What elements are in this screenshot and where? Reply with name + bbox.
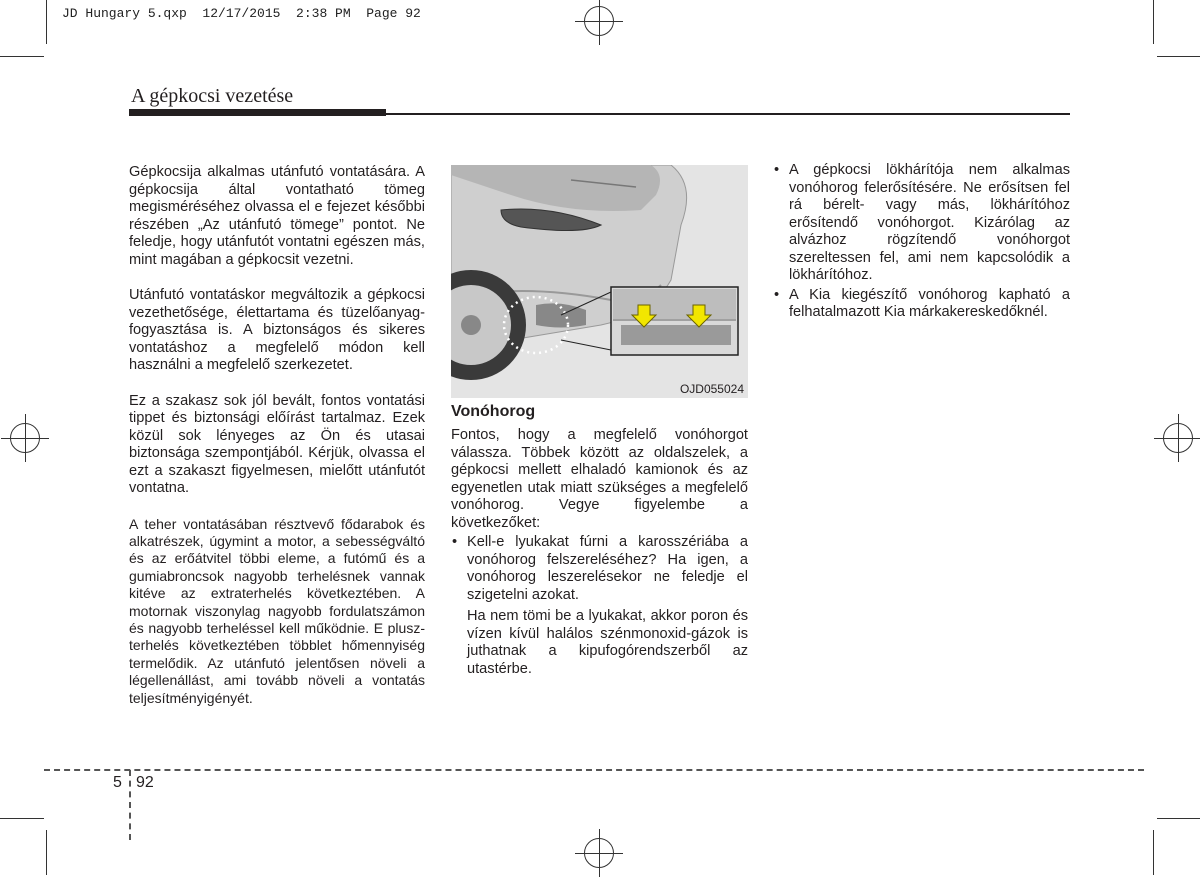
list-item — [773, 162, 1070, 285]
paragraph: Gépkocsija alkalmas utánfutó vontatására. A gépkocsija által vontatható tömeg megisméréséhez olvassa el e fejezet későbbi részében „Az utánfutó tömege” pontot. Ne feledje, hogy utánfutót vontatni egészen más, mint magában a gépkocsit vezetni. — [129, 164, 425, 268]
list-item — [451, 534, 748, 678]
text-column-2 — [451, 402, 748, 680]
header-rule — [386, 113, 1070, 115]
car-rear-illustration — [451, 165, 748, 398]
paragraph: A teher vontatásában résztvevő fődarabok és alkatrészek, úgymint a motor, a sebességváltó és az erőátvitel többi eleme, a futómű és a gumiabroncsok nagyobb terhelésnek vannak kitéve az extraterhelés következtében. A motornak viszonylag nagyobb fordulatszámon és nagyobb terheléssel kell működnie. E pluszterhelés következtében többlet hőmennyiség termelődik. Az utánfutó jelentősen növeli a légellenállást, ami tovább növeli a vontatás teljesítményigényét. — [129, 515, 425, 706]
figure-code: OJD055024 — [679, 382, 744, 396]
text-column-1 — [129, 164, 425, 725]
crop-mark — [1153, 830, 1154, 875]
crop-mark — [1157, 56, 1200, 57]
crop-mark — [0, 56, 44, 57]
list-item-text: A Kia kiegészítő vonóhorog kapható a felhatalmazott Kia márkakereskedőknél. — [789, 286, 1070, 320]
footer-divider — [44, 769, 1144, 771]
text-column-3 — [773, 162, 1070, 324]
paragraph: Ez a szakasz sok jól bevált, fontos vontatási tippet és biztonsági előírást tartalmaz. Ezek közül sok lényeges az Ön és utasai biztonsága szempontjából. Kérjük, olvassa el ezt a szakaszt figyelmesen, mielőtt utánfutót vontatna. — [129, 392, 425, 496]
paragraph: Fontos, hogy a megfelelő vonóhorgot válassza. Többek között az oldalszelek, a gépkocsi mellett elhaladó kamionok és az egyenetlen utak miatt szükséges a megfelelő vonóhorog. Vegye figyelembe a következőket: — [451, 427, 748, 531]
crop-mark — [0, 818, 44, 819]
registration-mark — [1163, 423, 1193, 453]
crop-mark — [1153, 0, 1154, 44]
registration-mark — [584, 838, 614, 868]
list-item-text: A gépkocsi lökhárítója nem alkalmas vonóhorog felerősítésére. Ne erősítsen fel rá bérelt- vagy más, lökhárítóhoz erősítendő vonóhorgot. Kizárólag az alvázhoz rögzítendő vonóhorgot szereltessen fel, ami nem kapcsolódik a lökhárítóhoz. — [789, 162, 1070, 283]
list-item-text: Kell-e lyukakat fúrni a karosszériába a vonóhorog felszereléséhez? Ha igen, a vonóhorog leszerelésekor ne feledje el szigetelni azokat. — [467, 534, 748, 603]
list-item — [773, 287, 1070, 322]
section-header-title: A gépkocsi vezetése — [131, 85, 294, 107]
header-rule — [129, 109, 386, 116]
registration-mark — [10, 423, 40, 453]
crop-mark — [46, 0, 47, 44]
page-number: 92 — [136, 774, 154, 791]
printer-slug: JD Hungary 5.qxp 12/17/2015 2:38 PM Page 92 — [62, 6, 421, 21]
paragraph: Utánfutó vontatáskor megváltozik a gépkocsi vezethetősége, élettartama és tüzelőanyag-fogyasztása is. A biztonságos és sikeres vontatáshoz a megfelelő módon kell használni a megfelelő szerkezetet. — [129, 287, 425, 373]
crop-mark — [1157, 818, 1200, 819]
car-rear-figure — [451, 165, 748, 398]
bullet-icon: • — [774, 286, 780, 303]
registration-mark — [584, 6, 614, 36]
footer-divider — [129, 770, 131, 840]
bullet-list — [773, 162, 1070, 322]
bullet-list — [451, 534, 748, 678]
bullet-icon: • — [774, 162, 780, 178]
crop-mark — [46, 830, 47, 875]
section-title: Vonóhorog — [451, 403, 536, 420]
list-item-note: Ha nem tömi be a lyukakat, akkor poron és vízen kívül halálos szénmonoxid-gázok is juthatnak a kipufogórendszerből az utastérbe. — [467, 608, 748, 677]
chapter-number: 5 — [113, 774, 122, 791]
bullet-icon: • — [452, 534, 458, 550]
